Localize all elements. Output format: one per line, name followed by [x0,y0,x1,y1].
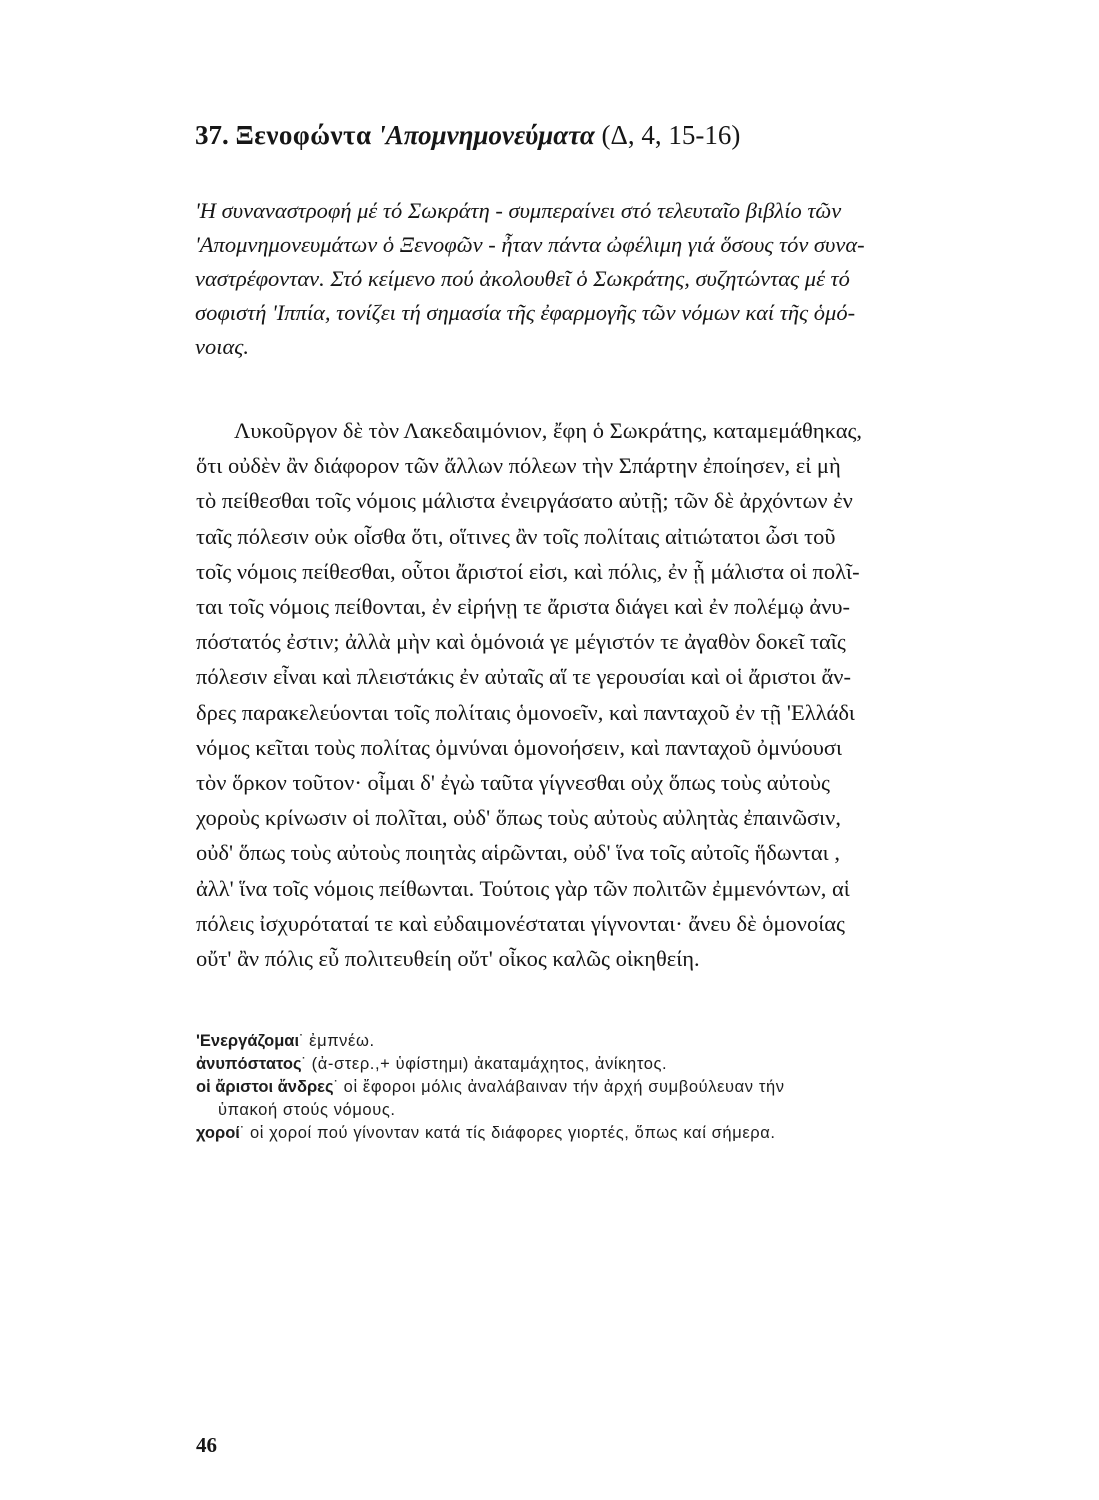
passage-line: δρες παρακελεύονται τοῖς πολίταις ὁμονοεῖν, καὶ πανταχοῦ ἐν τῇ 'Ελλάδι [196,699,855,725]
glossary [196,1030,1056,1145]
glossary-entry: οἱ ἄριστοι ἄνδρες˙ οἱ ἔφοροι μόλις ἀναλάβαιναν τήν ἀρχή συμβούλευαν τήν [196,1078,785,1096]
passage-line: οὔτ' ἂν πόλις εὖ πολιτευθείη οὔτ' οἶκος καλῶς οἰκηθείη. [196,946,700,972]
glossary-definition: οἱ ἔφοροι μόλις ἀναλάβαιναν τήν ἀρχή συμβούλευαν τήν [343,1078,785,1096]
glossary-entry: 'Ενεργάζομαι˙ ἐμπνέω. [196,1032,375,1050]
author-name: Ξενοφώντα [235,120,372,150]
passage-line: Λυκοῦργον δὲ τὸν Λακεδαιμόνιον, ἔφη ὁ Σωκράτης, καταμεμάθηκας, [234,418,863,443]
section-number: 37. [195,120,229,150]
glossary-term: 'Ενεργάζομαι [196,1032,300,1050]
passage-line: πόστατός ἐστιν; ἀλλὰ μὴν καὶ ὁμόνοιά γε μέγιστόν τε ἀγαθὸν δοκεῖ ταῖς [196,629,846,655]
passage-line: πόλεις ἰσχυρόταταί τε καὶ εὐδαιμονέσταται γίγνονται· ἄνευ δὲ ὁμονοίας [196,910,845,936]
intro-line: ναστρέφονταν. Στό κείμενο πού ἀκολουθεῖ ὁ Σωκράτης, συζητώντας μέ τό [195,266,850,291]
passage-line: νόμος κεῖται τοὺς πολίτας ὀμνύναι ὁμονοήσειν, καὶ πανταχοῦ ὀμνύουσι [196,734,843,760]
glossary-definition: οἱ χοροί πού γίνονταν κατά τίς διάφορες γιορτές, ὅπως καί σήμερα. [249,1124,776,1142]
glossary-term: οἱ ἄριστοι ἄνδρες [196,1078,334,1096]
passage-line: ται τοῖς νόμοις πείθονται, ἐν εἰρήνῃ τε ἄριστα διάγει καὶ ἐν πολέμῳ ἀνυ- [196,594,851,620]
intro-line: 'Η συναναστροφή μέ τό Σωκράτη - συμπεραίνει στό τελευταῖο βιβλίο τῶν [195,198,842,223]
glossary-definition: (ἀ-στερ.,+ ὑφίστημι) ἀκαταμάχητος, ἀνίκητος. [311,1055,668,1073]
work-reference: (Δ, 4, 15-16) [601,120,741,150]
glossary-term: χοροί [196,1124,240,1142]
intro-paragraph [195,194,1045,364]
passage-line: τὸν ὅρκον τοῦτον· οἶμαι δ' ἐγὼ ταῦτα γίγνεσθαι οὐχ ὅπως τοὺς αὐτοὺς [196,770,830,796]
passage-line: ὅτι οὐδὲν ἂν διάφορον τῶν ἄλλων πόλεων τὴν Σπάρτην ἐποίησεν, εἰ μὴ [196,453,841,479]
page-number: 46 [196,1433,217,1457]
ancient-greek-passage [196,413,1046,976]
glossary-entry: ἀνυπόστατος˙ (ἀ-στερ.,+ ὑφίστημι) ἀκαταμάχητος, ἀνίκητος. [196,1055,668,1073]
passage-line: ταῖς πόλεσιν οὐκ οἶσθα ὅτι, οἵτινες ἂν τοῖς πολίταις αἰτιώτατοι ὦσι τοῦ [196,523,836,549]
intro-line: νοιας. [195,334,250,359]
intro-line: σοφιστή 'Ιππία, τονίζει τή σημασία τῆς ἐφαρμογῆς τῶν νόμων καί τῆς ὁμό- [195,300,856,325]
glossary-entry: χοροί˙ οἱ χοροί πού γίνονταν κατά τίς διάφορες γιορτές, ὅπως καί σήμερα. [196,1124,776,1142]
intro-line: 'Απομνημονευμάτων ὁ Ξενοφῶν - ἦταν πάντα ὠφέλιμη γιά ὅσους τόν συνα- [195,232,865,257]
passage-line: οὐδ' ὅπως τοὺς αὐτοὺς ποιητὰς αἱρῶνται, οὐδ' ἵνα τοῖς αὐτοῖς ἥδωνται , [196,840,840,866]
glossary-definition-continuation: ὑπακοή στούς νόμους. [218,1101,396,1119]
passage-line: τὸ πείθεσθαι τοῖς νόμοις μάλιστα ἐνειργάσατο αὐτῇ; τῶν δὲ ἀρχόντων ἐν [196,488,853,514]
passage-line: πόλεσιν εἶναι καὶ πλειστάκις ἐν αὐταῖς αἵ τε γερουσίαι καὶ οἱ ἄριστοι ἄν- [196,664,851,690]
glossary-term: ἀνυπόστατος [196,1055,302,1073]
work-title: 'Απομνημονεύματα [378,120,595,150]
section-heading [195,118,740,152]
passage-line: ἀλλ' ἵνα τοῖς νόμοις πείθωνται. Τούτοις γὰρ τῶν πολιτῶν ἐμμενόντων, αἱ [196,875,850,901]
passage-line: τοῖς νόμοις πείθεσθαι, οὗτοι ἄριστοί εἰσι, καὶ πόλις, ἐν ᾗ μάλιστα οἱ πολῖ- [196,558,860,584]
passage-line: χοροὺς κρίνωσιν οἱ πολῖται, οὐδ' ὅπως τοὺς αὐτοὺς αὐλητὰς ἐπαινῶσιν, [196,805,841,831]
glossary-definition: ἐμπνέω. [309,1032,375,1050]
